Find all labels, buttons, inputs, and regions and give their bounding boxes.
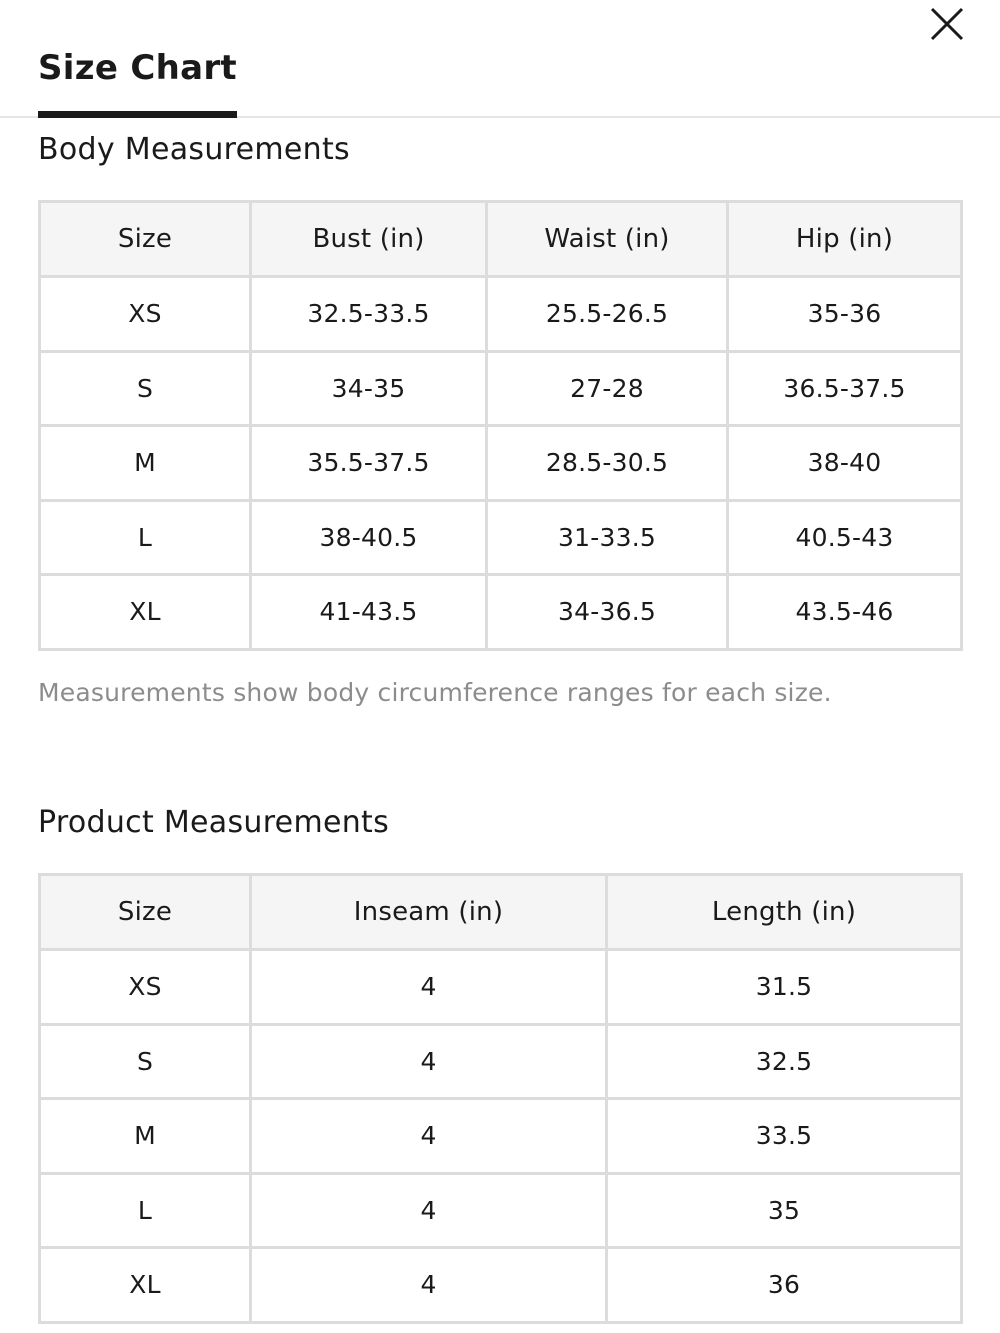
- table-row: [40, 1248, 962, 1323]
- table-row: [40, 1024, 962, 1099]
- size-cell: L: [40, 1173, 251, 1248]
- hip-cell: 43.5-46: [728, 575, 962, 650]
- table-row: [40, 1173, 962, 1248]
- column-header-hip: Hip (in): [728, 202, 962, 277]
- waist-cell: 31-33.5: [487, 500, 728, 575]
- close-button[interactable]: [928, 5, 966, 43]
- body-measurements-title: Body Measurements: [38, 132, 350, 167]
- waist-cell: 27-28: [487, 351, 728, 426]
- product-measurements-table: [38, 873, 963, 1324]
- bust-cell: 32.5-33.5: [251, 277, 487, 352]
- close-icon: [928, 5, 966, 43]
- size-cell: XS: [40, 277, 251, 352]
- waist-cell: 28.5-30.5: [487, 426, 728, 501]
- size-cell: M: [40, 1099, 251, 1174]
- column-header-bust: Bust (in): [251, 202, 487, 277]
- tab-size-chart[interactable]: Size Chart: [38, 46, 237, 118]
- table-row: [40, 351, 962, 426]
- hip-cell: 38-40: [728, 426, 962, 501]
- length-cell: 32.5: [607, 1024, 962, 1099]
- table-row: [40, 950, 962, 1025]
- hip-cell: 35-36: [728, 277, 962, 352]
- size-cell: XS: [40, 950, 251, 1025]
- inseam-cell: 4: [251, 1248, 607, 1323]
- size-cell: S: [40, 351, 251, 426]
- length-cell: 33.5: [607, 1099, 962, 1174]
- column-header-waist: Waist (in): [487, 202, 728, 277]
- column-header-inseam: Inseam (in): [251, 875, 607, 950]
- inseam-cell: 4: [251, 1024, 607, 1099]
- body-measurements-table: [38, 200, 963, 651]
- bust-cell: 38-40.5: [251, 500, 487, 575]
- size-cell: S: [40, 1024, 251, 1099]
- size-cell: L: [40, 500, 251, 575]
- waist-cell: 25.5-26.5: [487, 277, 728, 352]
- size-cell: XL: [40, 575, 251, 650]
- waist-cell: 34-36.5: [487, 575, 728, 650]
- column-header-size: Size: [40, 202, 251, 277]
- measurement-note: Measurements show body circumference ranges for each size.: [38, 678, 832, 707]
- bust-cell: 34-35: [251, 351, 487, 426]
- table-row: [40, 426, 962, 501]
- length-cell: 35: [607, 1173, 962, 1248]
- product-measurements-title: Product Measurements: [38, 805, 390, 840]
- bust-cell: 41-43.5: [251, 575, 487, 650]
- size-cell: XL: [40, 1248, 251, 1323]
- size-cell: M: [40, 426, 251, 501]
- tab-bar: [0, 0, 1000, 118]
- hip-cell: 40.5-43: [728, 500, 962, 575]
- inseam-cell: 4: [251, 950, 607, 1025]
- table-row: [40, 1099, 962, 1174]
- length-cell: 36: [607, 1248, 962, 1323]
- table-row: [40, 500, 962, 575]
- table-header-row: [40, 202, 962, 277]
- inseam-cell: 4: [251, 1173, 607, 1248]
- table-header-row: [40, 875, 962, 950]
- column-header-size: Size: [40, 875, 251, 950]
- bust-cell: 35.5-37.5: [251, 426, 487, 501]
- table-row: [40, 277, 962, 352]
- inseam-cell: 4: [251, 1099, 607, 1174]
- table-row: [40, 575, 962, 650]
- length-cell: 31.5: [607, 950, 962, 1025]
- hip-cell: 36.5-37.5: [728, 351, 962, 426]
- column-header-length: Length (in): [607, 875, 962, 950]
